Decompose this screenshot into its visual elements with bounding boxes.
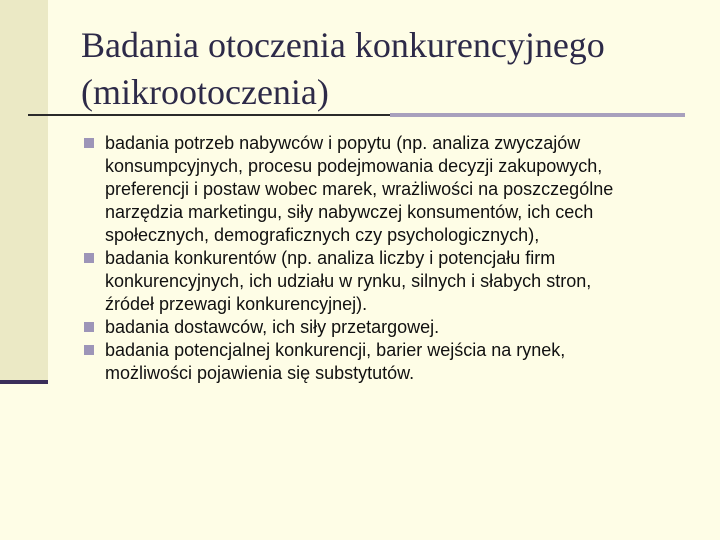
bullet-text-line: badania potrzeb nabywców i popytu (np. analiza zwyczajów [105,133,581,153]
bullet-text-line: badania potencjalnej konkurencji, barier wejścia na rynek, [105,340,566,360]
bullet-item [84,247,704,316]
slide-title-line: Badania otoczenia konkurencyjnego [81,25,605,65]
slide-title [81,22,681,116]
square-bullet-icon [84,253,94,263]
left-decorative-band [0,0,48,383]
left-band-accent-bar [0,380,48,384]
bullet-item [84,316,704,339]
square-bullet-icon [84,322,94,332]
bullet-list [84,132,704,385]
bullet-text-line: konkurencyjnych, ich udziału w rynku, silnych i słabych stron, [105,271,592,291]
bullet-text-line: możliwości pojawienia się substytutów. [105,363,415,383]
bullet-text-line: społecznych, demograficznych czy psychologicznych), [105,225,540,245]
slide-title-line: (mikrootoczenia) [81,72,329,112]
bullet-text-line: narzędzia marketingu, siły nabywczej konsumentów, ich cech [105,202,594,222]
square-bullet-icon [84,345,94,355]
bullet-item [84,339,704,385]
bullet-text-line: źródeł przewagi konkurencyjnej). [105,294,368,314]
square-bullet-icon [84,138,94,148]
bullet-text-line: badania konkurentów (np. analiza liczby i potencjału firm [105,248,556,268]
bullet-text-line: konsumpcyjnych, procesu podejmowania decyzji zakupowych, [105,156,603,176]
bullet-text-line: badania dostawców, ich siły przetargowej. [105,317,440,337]
title-underline-accent [390,113,685,117]
bullet-text-line: preferencji i postaw wobec marek, wrażliwości na poszczególne [105,179,614,199]
bullet-item [84,132,704,247]
